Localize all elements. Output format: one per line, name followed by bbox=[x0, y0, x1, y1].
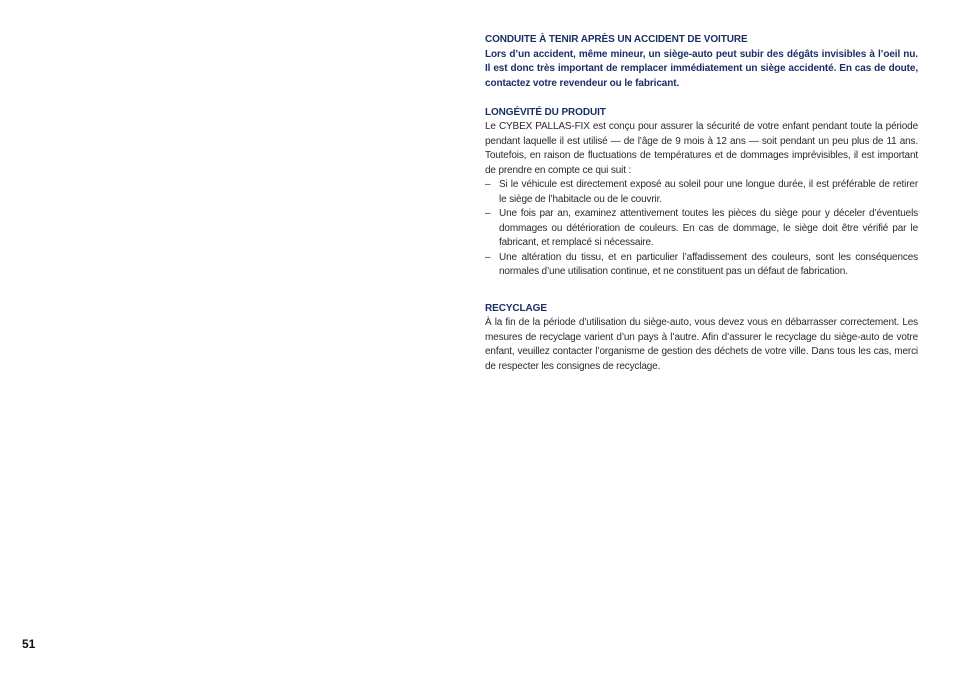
accident-section-title: CONDUITE À TENIR APRÈS UN ACCIDENT DE VOITURE bbox=[485, 34, 748, 45]
bullet-dash: – bbox=[485, 208, 491, 219]
bullet-dash: – bbox=[485, 179, 491, 190]
longevity-bullet-list bbox=[485, 178, 918, 280]
list-item bbox=[485, 251, 918, 280]
content-column bbox=[485, 33, 918, 374]
recycling-section-title: RECYCLAGE bbox=[485, 302, 547, 314]
longevity-intro-text: Le CYBEX PALLAS-FIX est conçu pour assurer la sécurité de votre enfant pendant toute la période pendant laquelle il est utilisé — de l’âge de 9 mois à 12 ans — soit pendant un peu plus de 11 ans. Toutefois, en raison de fluctuations de températures et de dommages imprévisibles, il est important de prendre en compte ce qui suit : bbox=[485, 121, 918, 176]
page-number: 51 bbox=[22, 637, 36, 651]
accident-warning-text: Lors d’un accident, même mineur, un siège-auto peut subir des dégâts invisibles à l’oeil nu. Il est donc très important de remplacer immédiatement un siège accidenté. En cas de doute, contactez votre revendeur ou le fabricant. bbox=[485, 48, 918, 89]
bullet-text: Si le véhicule est directement exposé au soleil pour une longue durée, il est préférable de retirer le siège de l’habitacle ou de le couvrir. bbox=[499, 179, 918, 205]
recycling-text: À la fin de la période d’utilisation du siège-auto, vous devez vous en débarrasser correctement. Les mesures de recyclage varient d’un pays à l’autre. Afin d’assurer le recyclage du siège-auto de votre enfant, veuillez contacter l’organisme de gestion des déchets de votre ville. Dans tous les cas, merci de respecter les consignes de recyclage. bbox=[485, 317, 918, 372]
spacer bbox=[485, 280, 918, 302]
spacer bbox=[485, 91, 918, 106]
bullet-text: Une altération du tissu, et en particulier l’affadissement des couleurs, sont les conséquences normales d’une utilisation continue, et ne constituent pas un défaut de fabrication. bbox=[499, 251, 918, 277]
list-item bbox=[485, 178, 918, 207]
list-item bbox=[485, 207, 918, 251]
bullet-text: Une fois par an, examinez attentivement toutes les pièces du siège pour y déceler d’éventuels dommages ou détérioration de couleurs. En cas de dommage, le siège doit être vérifié par le fabricant, et remplacé si nécessaire. bbox=[499, 208, 918, 248]
bullet-dash: – bbox=[485, 251, 491, 263]
longevity-section-title: LONGÉVITÉ DU PRODUIT bbox=[485, 106, 606, 118]
